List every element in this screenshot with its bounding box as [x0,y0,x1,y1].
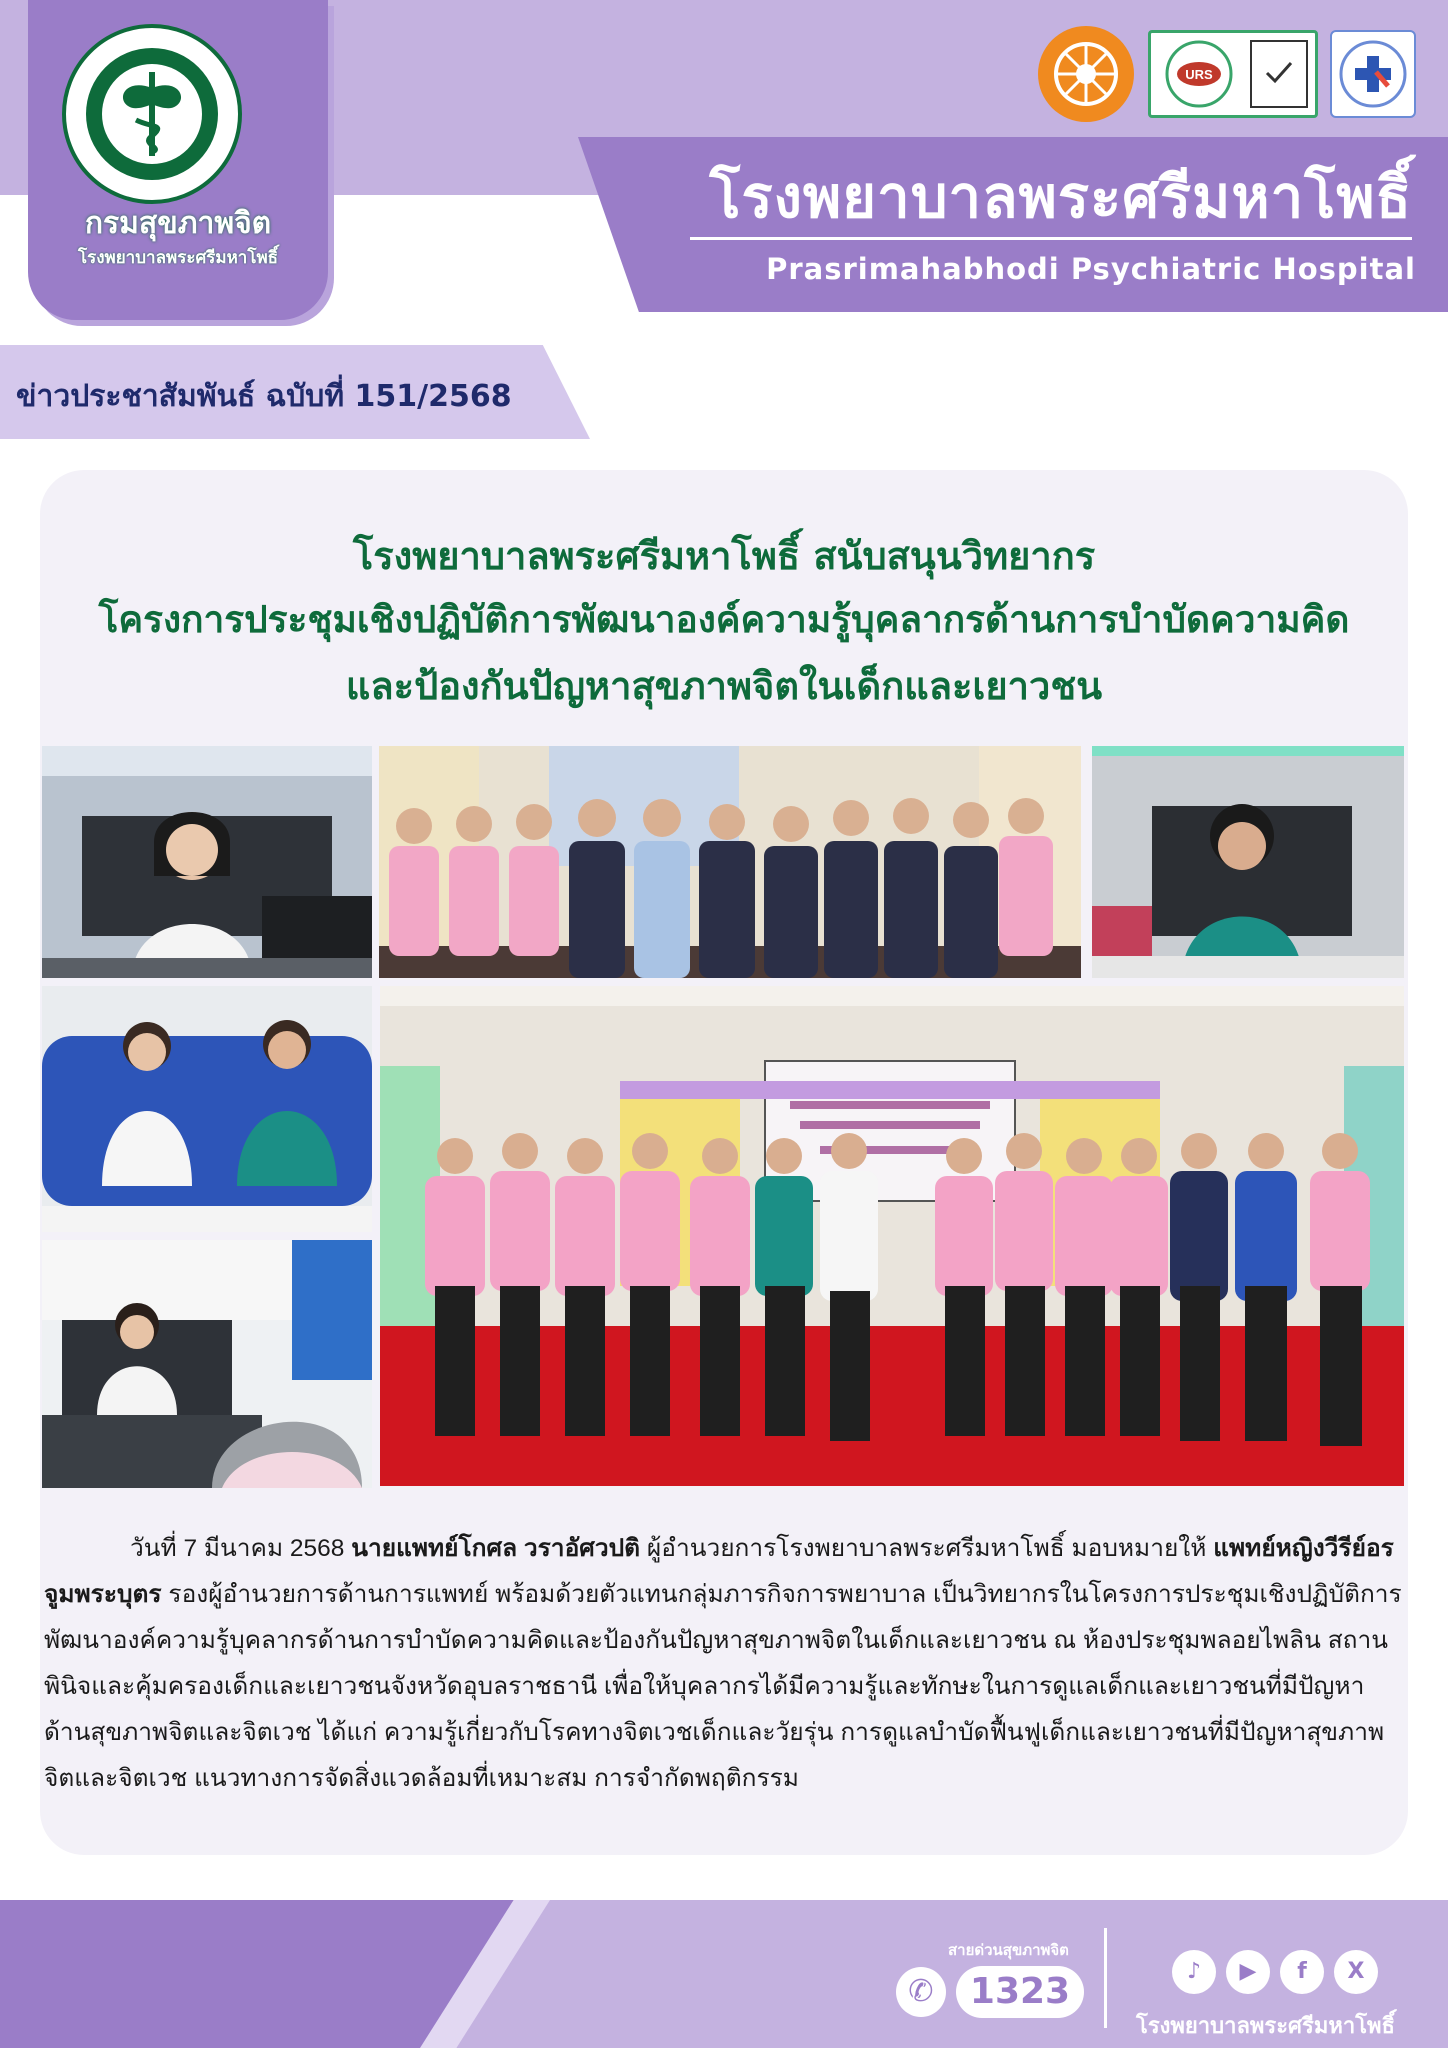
phone-icon: ✆ [896,1967,946,2017]
healthcare-accreditation-icon [1330,30,1416,118]
release-number: ข่าวประชาสัมพันธ์ ฉบับที่ 151/2568 [16,379,512,414]
hotline-label: สายด่วนสุขภาพจิต [948,1941,1069,1959]
ministry-seal-icon [62,24,242,204]
headline-line-2: โครงการประชุมเชิงปฏิบัติการพัฒนาองค์ความรู้บุคลากรด้านการบำบัดความคิด [98,598,1350,641]
group-photo-thumbs-up [379,746,1081,978]
body-text-segment: ผู้อำนวยการโรงพยาบาลพระศรีมหาโพธิ์ มอบหมายให้ [640,1535,1214,1562]
two-speakers-seated-photo [42,986,372,1232]
news-body-paragraph [44,1526,1404,1802]
body-deputy-name: แพทย์หญิงวีรีย์อร จูมพระบุตร [44,1535,1394,1608]
hospital-name-th: โรงพยาบาลพระศรีมหาโพธิ์ [709,163,1412,231]
x-icon[interactable]: X [1334,1950,1378,1994]
headline-line-3: และป้องกันปัญหาสุขภาพจิตในเด็กและเยาวชน [345,664,1103,708]
urs-iso-certification-icon [1148,30,1318,118]
large-group-photo [380,986,1404,1486]
body-director-name: นายแพทย์โกศล วราอัศวปติ [351,1535,641,1562]
body-text-rest: รองผู้อำนวยการด้านการแพทย์ พร้อมด้วยตัวแทนกลุ่มภารกิจการพยาบาล เป็นวิทยากรในโครงการประชุมเชิงปฏิบัติการพัฒนาองค์ความรู้บุคลากรด้านการบำบัดความคิดและป้องกันปัญหาสุขภาพจิตในเด็กและเยาวชน ณ ห้องประชุมพลอยไพลิน สถานพินิจและคุ้มครองเด็กและเยาวชนจังหวัดอุบลราชธานี เพื่อให้บุคลากรได้มีความรู้และทักษะในการดูแลเด็กและเยาวชนที่มีปัญหาด้านสุขภาพจิตและจิตเวช ได้แก่ ความรู้เกี่ยวกับโรคทางจิตเวชเด็กและวัยรุ่น การดูแลบำบัดฟื้นฟูเด็กและเยาวชนที่มีปัญหาสุขภาพจิตและจิตเวช แนวทางการจัดสิ่งแวดล้อมที่เหมาะสม การจำกัดพฤติกรรม [44,1581,1402,1792]
banner-divider [690,237,1412,240]
headline-line-1: โรงพยาบาลพระศรีมหาโพธิ์ สนับสนุนวิทยากร [352,534,1096,578]
footer-divider [1104,1928,1107,2028]
footer-hospital-name: โรงพยาบาลพระศรีมหาโพธิ์ [1136,2014,1395,2039]
tiktok-icon[interactable]: ♪ [1172,1950,1216,1994]
logo-subtext: โรงพยาบาลพระศรีมหาโพธิ์ [77,248,279,268]
hospital-name-en: Prasrimahabhodi Psychiatric Hospital [766,252,1416,286]
logo-text: กรมสุขภาพจิต [84,206,272,241]
facebook-icon[interactable]: f [1280,1950,1324,1994]
speaker-presenting-photo [42,1240,372,1488]
dharma-wheel-logo-icon [1038,26,1134,122]
svg-text:URS: URS [1185,67,1213,82]
body-date: วันที่ 7 มีนาคม 2568 [130,1535,352,1562]
speaker-green-shirt-photo [1092,746,1404,978]
youtube-icon[interactable]: ▶ [1226,1950,1270,1994]
speaker-at-podium-photo [42,746,372,978]
hotline-number[interactable]: 1323 [956,1966,1084,2018]
